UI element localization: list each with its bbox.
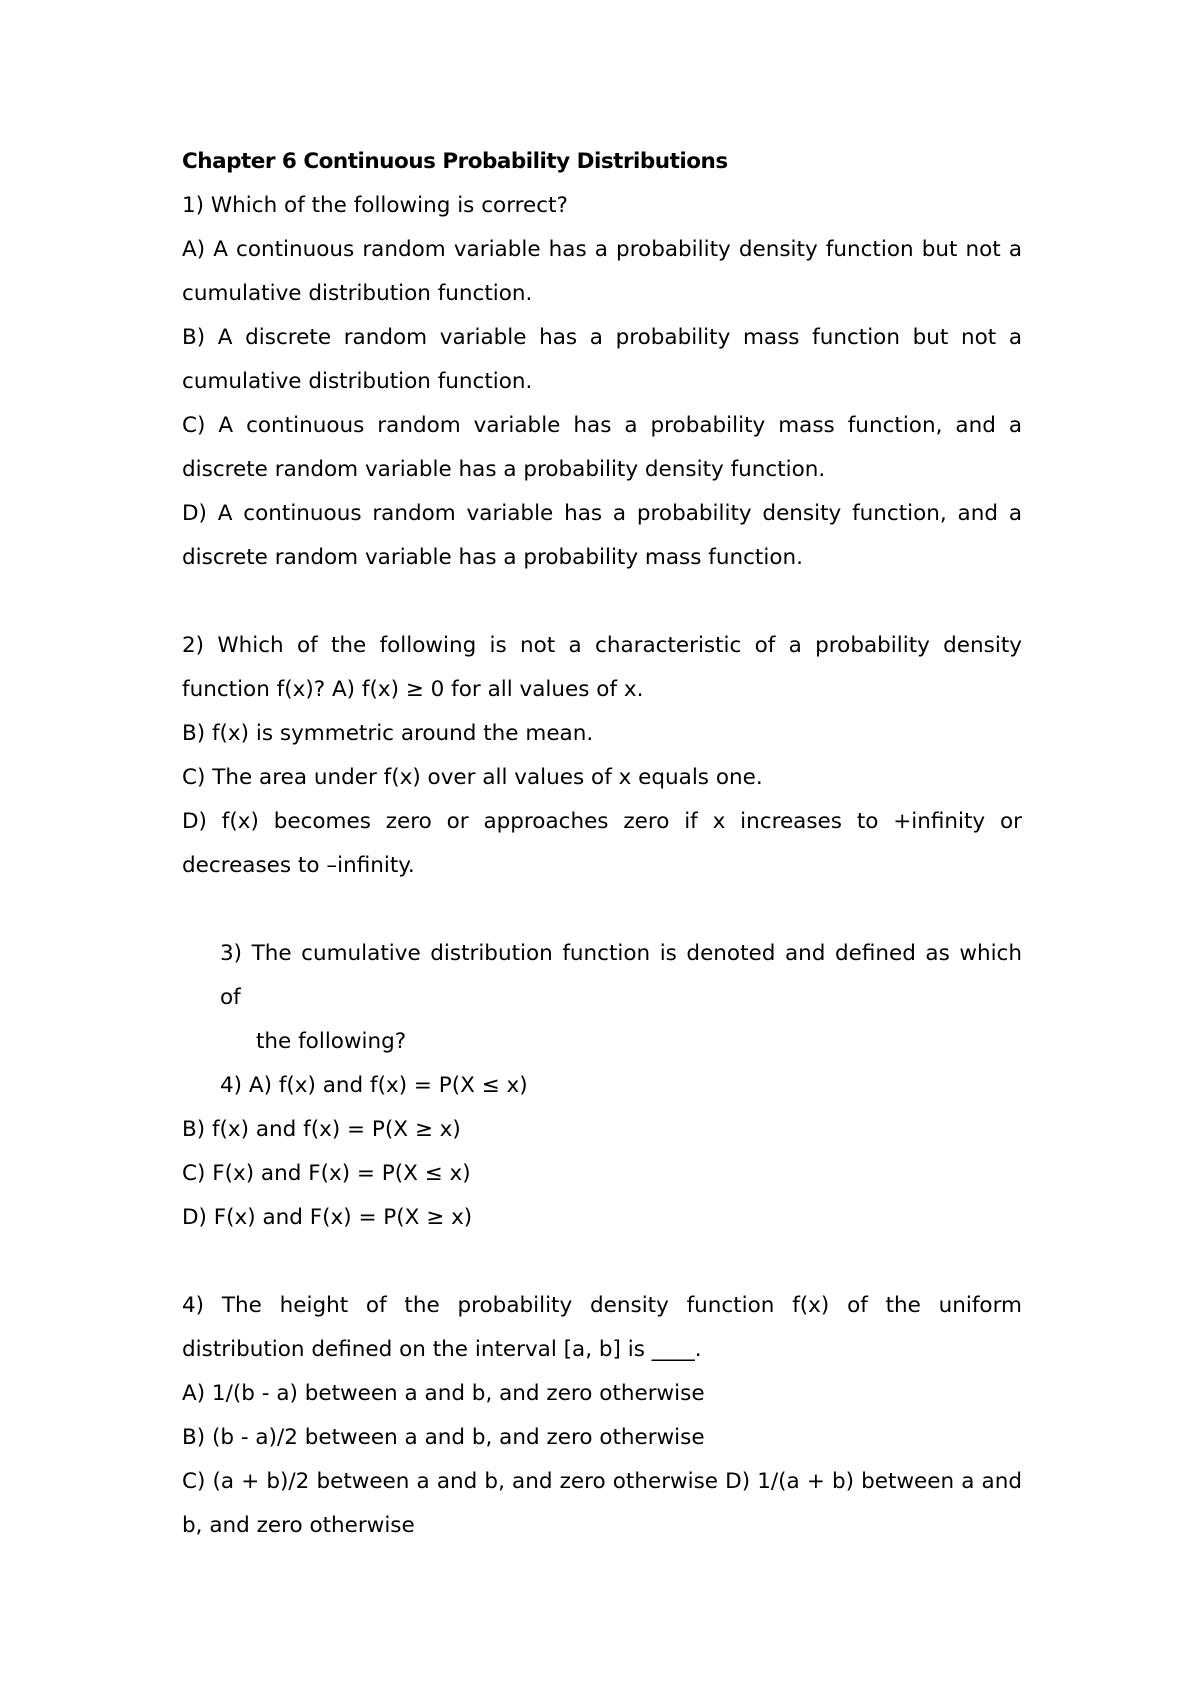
q1-option-c: C) A continuous random variable has a probability mass function, and a discrete random variable has a probability density function. [182,413,1022,482]
q4-question: 4) The height of the probability density function f(x) of the uniform distribution defined on the interval [a, b] is ____. [182,1293,1022,1362]
q2-option-b: B) f(x) is symmetric around the mean. [182,721,594,746]
q3-option-c: C) F(x) and F(x) = P(X ≤ x) [182,1161,471,1186]
spacer [182,1240,1022,1284]
q2-option-c: C) The area under f(x) over all values of x equals one. [182,765,763,790]
q1-option-d: D) A continuous random variable has a probability density function, and a discrete random variable has a probability mass function. [182,501,1022,570]
q3-option-a: 4) A) f(x) and f(x) = P(X ≤ x) [220,1073,528,1098]
q2-question: 2) Which of the following is not a characteristic of a probability density function f(x)? A) f(x) ≥ 0 for all values of x. [182,633,1022,702]
q2-option-d: D) f(x) becomes zero or approaches zero if x increases to +infinity or decreases to –infinity. [182,809,1022,878]
q4-option-b: B) (b - a)/2 between a and b, and zero otherwise [182,1425,705,1450]
q1-option-a: A) A continuous random variable has a probability density function but not a cumulative distribution function. [182,237,1022,306]
q4-option-a: A) 1/(b - a) between a and b, and zero otherwise [182,1381,705,1406]
spacer [182,888,1022,932]
q3-question-line2: the following? [256,1029,407,1054]
q3-option-d: D) F(x) and F(x) = P(X ≥ x) [182,1205,473,1230]
q4-option-cd: C) (a + b)/2 between a and b, and zero otherwise D) 1/(a + b) between a and b, and zero otherwise [182,1469,1022,1538]
q3-question-line1: 3) The cumulative distribution function is denoted and defined as which of [220,941,1022,1010]
q1-question: 1) Which of the following is correct? [182,193,568,218]
document-page [182,140,1022,1548]
spacer [182,580,1022,624]
q1-option-b: B) A discrete random variable has a probability mass function but not a cumulative distribution function. [182,325,1022,394]
chapter-title: Chapter 6 Continuous Probability Distributions [182,149,728,174]
q3-option-b: B) f(x) and f(x) = P(X ≥ x) [182,1117,461,1142]
